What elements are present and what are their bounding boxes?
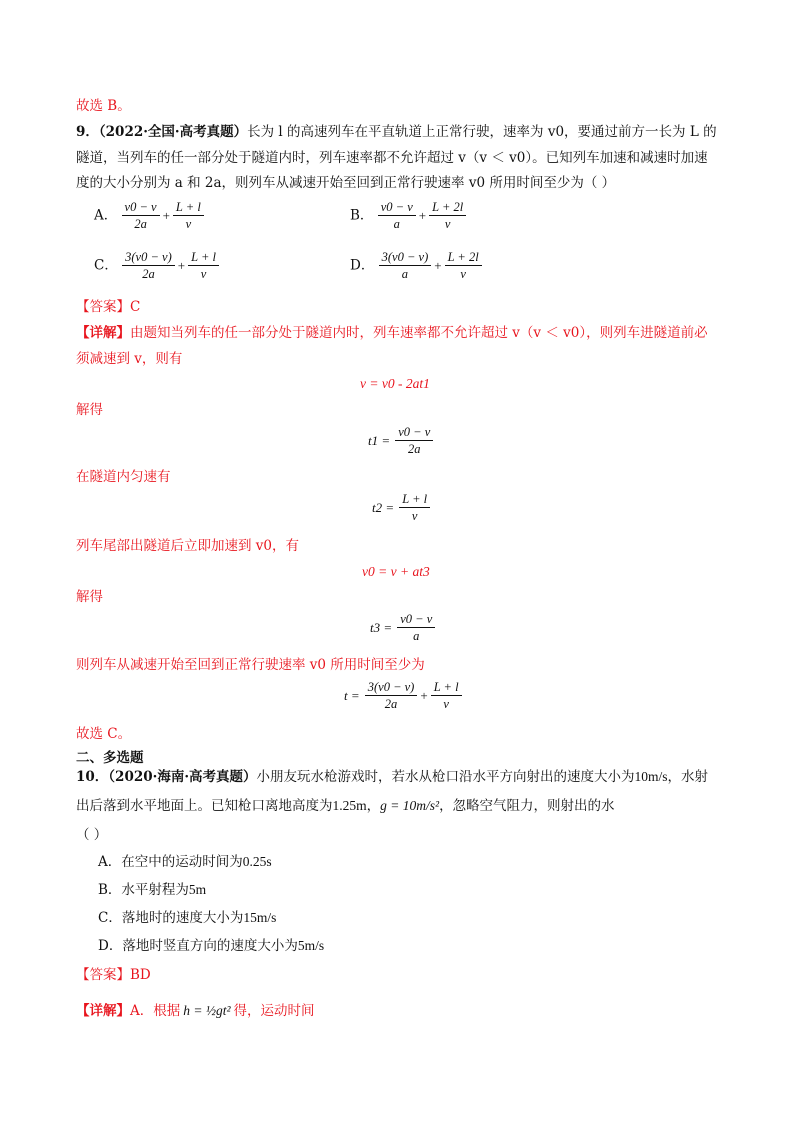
- option-D: D． $\frac{3(v0 - v)}{a}$ + $\frac{L + 2l}{v}$: [350, 250, 482, 281]
- q10-text-1b: ，水射: [667, 769, 709, 785]
- detail-10-text-2: 得，运动时间: [233, 1003, 315, 1019]
- q10-option-C: C．落地时的速度大小为15m/s: [98, 910, 277, 926]
- tunnel-text: 在隧道内匀速有: [76, 469, 171, 485]
- detail-10-text-1: A．根据: [130, 1003, 181, 1019]
- solve-text-1: 解得: [76, 402, 103, 418]
- q10-option-D: D．落地时竖直方向的速度大小为5m/s: [98, 938, 325, 954]
- option-B-frac-2: $\frac{L + 2l}{v}$: [429, 200, 466, 231]
- option-A-frac-1: $\frac{v0 - v}{2a}$: [122, 200, 160, 231]
- q10-number: 10．: [76, 769, 109, 785]
- detail-9-text-1: 由题知当列车的任一部分处于隧道内时，列车速率都不允许超过 v（v ＜ v0），则列车进隧道前必: [130, 325, 708, 341]
- section-heading: 二、多选题: [76, 750, 144, 766]
- option-D-frac-1: $\frac{3(v0 - v)}{a}$: [379, 250, 432, 281]
- option-D-label: D．: [350, 257, 375, 274]
- detail-9-text-2: 须减速到 v，则有: [76, 351, 183, 367]
- solve-text-2: 解得: [76, 589, 103, 605]
- option-C-frac-2: $\frac{L + l}{v}$: [188, 250, 219, 281]
- q10-text-2: 出后落到水平地面上。已知枪口离地高度为: [76, 798, 333, 814]
- question-10-line-1: [76, 767, 708, 787]
- equation-total: t = $\frac{3(v0 - v)}{2a}$ + $\frac{L + l}{v}$: [344, 680, 462, 711]
- conclusion-9: 故选 C。: [76, 726, 132, 742]
- option-B-frac-1: $\frac{v0 - v}{a}$: [378, 200, 416, 231]
- option-C: C． $\frac{3(v0 - v)}{2a}$ + $\frac{L + l}{v}$: [94, 250, 219, 281]
- q9-text-2: 隧道，当列车的任一部分处于隧道内时，列车速率都不允许超过 v（v ＜ v0）。已知列车加速和减速时加速: [76, 150, 708, 166]
- q10-g: g = 10m/s²: [380, 798, 440, 813]
- option-B: B． $\frac{v0 - v}{a}$ + $\frac{L + 2l}{v}$: [350, 200, 466, 231]
- detail-9-label: 【详解】: [76, 325, 130, 341]
- equation-3: v0 = v + at3: [362, 564, 430, 579]
- option-B-label: B．: [350, 207, 374, 224]
- question-10-line-2: 出后落到水平地面上。已知枪口离地高度为1.25m，g = 10m/s²，忽略空气阻力，则射出的水: [76, 798, 615, 814]
- option-C-label: C．: [94, 257, 118, 274]
- equation-t1: t1 = $\frac{v0 - v}{2a}$: [368, 425, 433, 456]
- option-A-frac-2: $\frac{L + l}{v}$: [173, 200, 204, 231]
- q9-source: （2022·全国·高考真题）: [98, 124, 248, 140]
- q9-text-3: 度的大小分别为 a 和 2a，则列车从减速开始至回到正常行驶速率 v0 所用时间至少为（ ）: [76, 175, 616, 191]
- question-9-line-1: [76, 122, 717, 142]
- answer-10: 【答案】BD: [76, 967, 151, 983]
- q10-option-B: B．水平射程为5m: [98, 882, 207, 898]
- detail-10-line-1: [76, 1001, 315, 1021]
- prev-conclusion: 故选 B。: [76, 98, 131, 114]
- option-A: A． $\frac{v0 - v}{2a}$ + $\frac{L + l}{v}$: [94, 200, 204, 231]
- detail-10-formula: h = ½gt²: [183, 1003, 231, 1018]
- q10-text-1: 小朋友玩水枪游戏时，若水从枪口沿水平方向射出的速度大小为: [256, 769, 635, 785]
- option-C-frac-1: $\frac{3(v0 - v)}{2a}$: [122, 250, 175, 281]
- q10-text-2b: ，忽略空气阻力，则射出的水: [439, 798, 615, 814]
- q10-source: （2020·海南·高考真题）: [108, 769, 257, 785]
- option-A-label: A．: [94, 207, 118, 224]
- equation-t3: t3 = $\frac{v0 - v}{a}$: [370, 612, 435, 643]
- detail-9-line-1: [76, 323, 708, 343]
- equation-t2: t2 = $\frac{L + l}{v}$: [372, 492, 430, 523]
- detail-10-label: 【详解】: [76, 1003, 130, 1019]
- q10-option-A: A．在空中的运动时间为0.25s: [98, 854, 272, 870]
- exit-text: 列车尾部出隧道后立即加速到 v0，有: [76, 538, 300, 554]
- equation-1: v = v0 - 2at1: [360, 376, 430, 391]
- total-time-text: 则列车从减速开始至回到正常行驶速率 v0 所用时间至少为: [76, 657, 425, 673]
- q10-height: 1.25m: [332, 798, 367, 813]
- q10-speed: 10m/s: [634, 769, 668, 784]
- q9-number: 9．: [76, 124, 99, 140]
- option-D-frac-2: $\frac{L + 2l}{v}$: [445, 250, 482, 281]
- answer-9: 【答案】C: [76, 299, 141, 315]
- q10-paren: （ ）: [76, 827, 108, 843]
- q9-text-1: 长为 l 的高速列车在平直轨道上正常行驶，速率为 v0，要通过前方一长为 L 的: [247, 124, 717, 140]
